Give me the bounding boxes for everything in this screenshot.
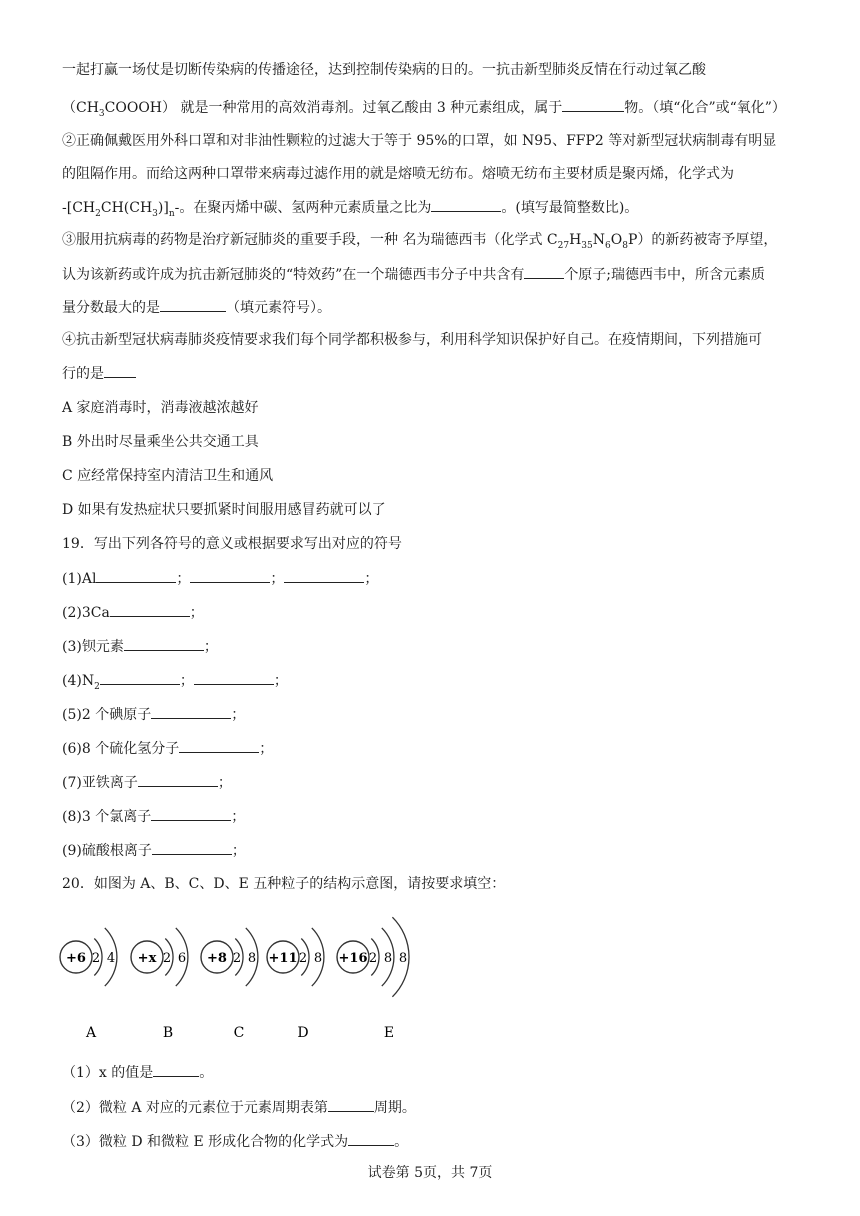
text: （CH <box>62 100 99 116</box>
q20-item-3 <box>62 1131 408 1152</box>
question-19: 19．写出下列各符号的意义或根据要求写出对应的符号 <box>62 536 402 552</box>
text: N <box>592 232 605 248</box>
subscript: 8 <box>622 240 628 251</box>
atom-A <box>60 928 117 1041</box>
text: ； <box>176 571 191 587</box>
electron-count: 2 <box>91 951 101 966</box>
text: CH(CH <box>100 200 153 216</box>
text: （3）微粒 D 和微粒 E 形成化合物的化学式为 <box>62 1134 349 1150</box>
text: (8)3 个氯离子 <box>62 809 152 825</box>
text: ； <box>364 571 379 587</box>
nucleus-charge: +6 <box>66 951 86 966</box>
text: ； <box>179 673 194 689</box>
atom-structure-diagram <box>50 905 420 1045</box>
answer-blank[interactable] <box>179 738 259 753</box>
text: ； <box>259 741 274 757</box>
subscript: 3 <box>152 208 158 219</box>
text: (2)3Ca <box>62 605 110 621</box>
text: 。 <box>199 1065 214 1081</box>
q19-item-7 <box>62 772 232 793</box>
answer-blank[interactable] <box>96 568 176 583</box>
para1-line2 <box>62 97 786 118</box>
atom-label: D <box>297 1025 309 1041</box>
electron-count: 8 <box>313 951 323 966</box>
answer-blank[interactable] <box>100 670 180 685</box>
text: 物。（填“化合”或“氧化”） <box>624 100 786 116</box>
text: 个原子;瑞德西韦中，所含元素质 <box>564 267 766 283</box>
q20-item-1 <box>62 1062 213 1083</box>
subscript: 3 <box>98 108 105 119</box>
text: ； <box>270 571 285 587</box>
answer-blank[interactable] <box>190 568 270 583</box>
page-footer: 试卷第 5页，共 7页 <box>367 1165 493 1181</box>
text: ③服用抗病毒的药物是治疗新冠肺炎的重要手段，一种 名为瑞德西韦（化学式 C <box>62 232 558 248</box>
text: ； <box>273 673 288 689</box>
answer-blank[interactable] <box>562 97 624 112</box>
electron-count: 8 <box>398 951 408 966</box>
text: ； <box>203 639 218 655</box>
para4-line1: ④抗击新型冠状病毒肺炎疫情要求我们每个同学都积极参与，利用科学知识保护好自己。在疫情期间，下列措施可 <box>62 332 762 348</box>
text: P）的新药被寄予厚望， <box>627 232 778 248</box>
para1-line1: 一起打赢一场仗是切断传染病的传播途径，达到控制传染病的日的。一抗击新型肺炎反情在行动过氧乙酸 <box>62 62 706 78</box>
answer-blank[interactable] <box>110 602 190 617</box>
atom-label: C <box>233 1025 245 1041</box>
text: (5)2 个碘原子 <box>62 707 152 723</box>
q20-item-2 <box>62 1097 416 1118</box>
option-d: D 如果有发热症状只要抓紧时间服用感冒药就可以了 <box>62 502 386 518</box>
subscript: 27 <box>557 240 570 251</box>
answer-blank[interactable] <box>138 772 218 787</box>
para3-line1 <box>62 230 777 250</box>
answer-blank[interactable] <box>160 297 226 312</box>
electron-count: 2 <box>232 951 242 966</box>
text: 。 <box>394 1134 409 1150</box>
answer-blank[interactable] <box>348 1131 394 1146</box>
text: -。在聚丙烯中碳、氢两种元素质量之比为 <box>174 200 432 216</box>
nucleus-charge: +8 <box>207 951 227 966</box>
text: )] <box>157 200 169 216</box>
q19-item-8 <box>62 806 245 827</box>
text: ； <box>217 775 232 791</box>
q19-item-1 <box>62 568 378 589</box>
text: 周期。 <box>373 1100 416 1116</box>
answer-blank[interactable] <box>152 840 232 855</box>
electron-count: 8 <box>247 951 257 966</box>
q19-item-5 <box>62 704 245 725</box>
subscript: 2 <box>95 208 101 219</box>
subscript: n <box>168 208 175 219</box>
answer-blank[interactable] <box>124 636 204 651</box>
text: (7)亚铁离子 <box>62 775 138 791</box>
electron-count: 2 <box>368 951 378 966</box>
nucleus-charge: +16 <box>338 951 368 966</box>
atom-C <box>201 928 258 1041</box>
q19-item-2 <box>62 602 204 623</box>
subscript: 35 <box>581 240 593 251</box>
para2-line2: 的阻隔作用。而给这两种口罩带来病毒过滤作用的就是熔喷无纺布。熔喷无纺布主要材质是聚丙烯，化学式为 <box>62 166 734 182</box>
atom-label: B <box>162 1025 174 1041</box>
atom-label: A <box>85 1025 97 1041</box>
para3-line3 <box>62 297 331 318</box>
q19-item-4 <box>62 670 288 691</box>
answer-blank[interactable] <box>284 568 364 583</box>
text: 量分数最大的是 <box>62 300 160 316</box>
text: ； <box>189 605 204 621</box>
question-20: 20．如图为 A、B、C、D、E 五种粒子的结构示意图，请按要求填空： <box>62 876 506 892</box>
option-a: A 家庭消毒时，消毒液越浓越好 <box>62 400 259 416</box>
atom-E <box>337 917 409 1041</box>
q19-item-9 <box>62 840 246 861</box>
text: （填元素符号）。 <box>226 300 331 316</box>
text: 。(填写最简整数比)。 <box>501 200 639 216</box>
answer-blank[interactable] <box>524 264 564 279</box>
answer-blank[interactable] <box>153 1062 199 1077</box>
text: O <box>610 232 623 248</box>
text: (1)Al <box>62 571 97 587</box>
text: (4)N <box>62 673 95 689</box>
text: （1）x 的值是 <box>62 1065 154 1081</box>
text: 认为该新药或许成为抗击新冠肺炎的“特效药”在一个瑞德西韦分子中共含有 <box>62 267 525 283</box>
answer-blank[interactable] <box>151 704 231 719</box>
subscript: 2 <box>94 681 100 692</box>
atom-label: E <box>383 1025 395 1041</box>
text: (9)硫酸根离子 <box>62 843 152 859</box>
text: （2）微粒 A 对应的元素位于元素周期表第 <box>62 1100 328 1116</box>
text: ； <box>231 707 246 723</box>
para4-line2 <box>62 363 136 384</box>
answer-blank[interactable] <box>328 1097 374 1112</box>
electron-count: 6 <box>177 951 187 966</box>
text: H <box>569 232 582 248</box>
text: COOOH） 就是一种常用的高效消毒剂。过氧乙酸由 3 种元素组成，属于 <box>104 100 563 116</box>
answer-blank[interactable] <box>151 806 231 821</box>
answer-blank[interactable] <box>431 197 501 212</box>
electron-count: 2 <box>162 951 172 966</box>
text: ； <box>231 809 246 825</box>
atom-D <box>267 928 324 1041</box>
text: 行的是 <box>62 366 104 382</box>
para2-line1: ②正确佩戴医用外科口罩和对非油性颗粒的过滤大于等于 95%的口罩，如 N95、FFP2 等对新型冠状病制毒有明显 <box>62 133 777 149</box>
option-b: B 外出时尽量乘坐公共交通工具 <box>62 434 259 450</box>
text: -[CH <box>62 200 96 216</box>
q19-item-6 <box>62 738 273 759</box>
nucleus-charge: +x <box>137 951 157 966</box>
electron-count: 2 <box>298 951 308 966</box>
subscript: 6 <box>605 240 611 251</box>
option-c: C 应经常保持室内清洁卫生和通风 <box>62 468 274 484</box>
text: ； <box>231 843 246 859</box>
nucleus-charge: +11 <box>268 951 298 966</box>
para2-line3 <box>62 197 638 218</box>
atom-B <box>131 928 188 1041</box>
para3-line2 <box>62 264 765 285</box>
electron-count: 4 <box>106 951 116 966</box>
text: (6)8 个硫化氢分子 <box>62 741 180 757</box>
q19-item-3 <box>62 636 218 657</box>
answer-blank[interactable] <box>194 670 274 685</box>
text: (3)钡元素 <box>62 639 124 655</box>
answer-blank[interactable] <box>104 363 136 378</box>
electron-count: 8 <box>383 951 393 966</box>
